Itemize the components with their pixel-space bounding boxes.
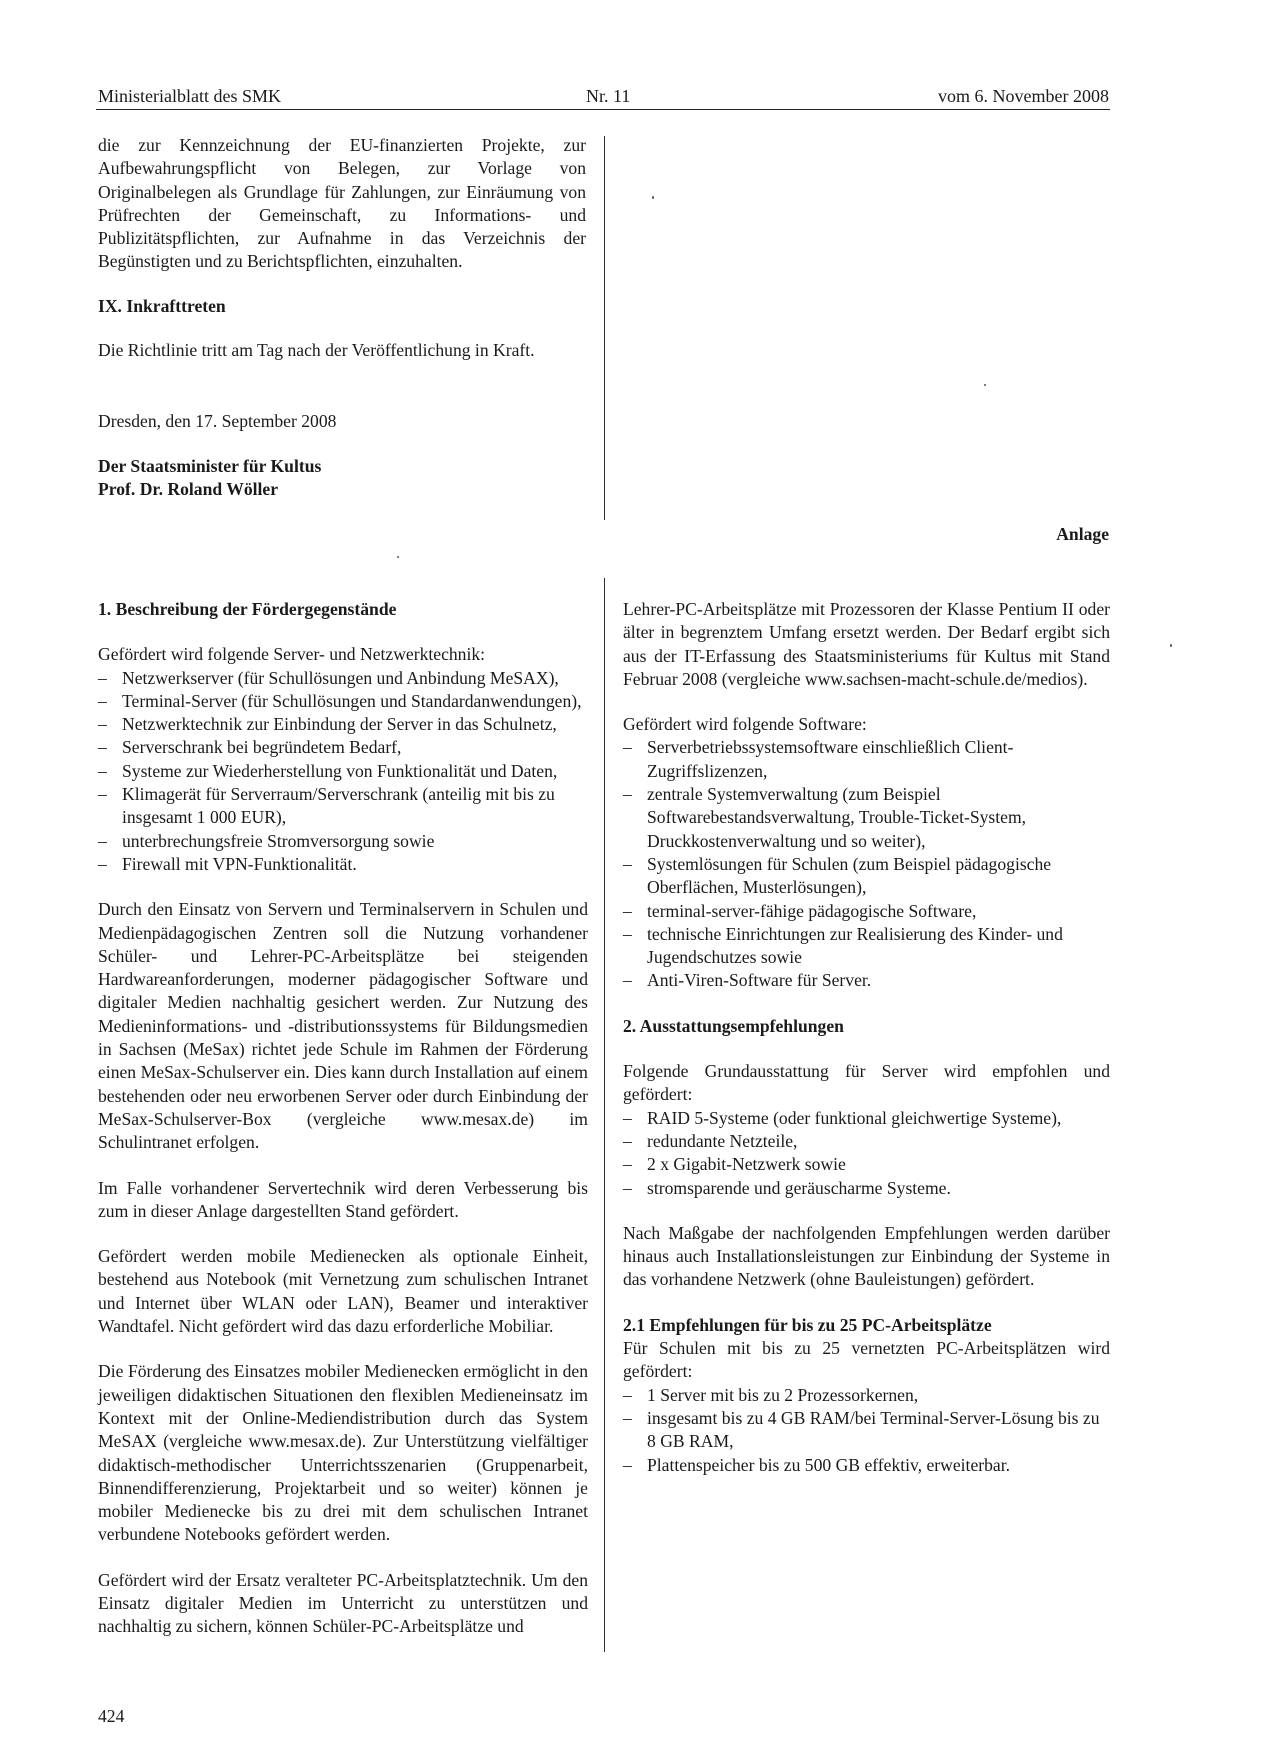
heading-ausstattungsempfehlungen: 2. Ausstattungsempfehlungen	[623, 1015, 844, 1036]
list-item: – insgesamt bis zu 4 GB RAM/bei Terminal-Server-Lösung bis zu 8 GB RAM,	[623, 1407, 1110, 1454]
list-item: – Serverschrank bei begründetem Bedarf,	[98, 736, 588, 759]
list-item: – RAID 5-Systeme (oder funktional gleichwertige Systeme),	[623, 1107, 1110, 1130]
scan-speck	[652, 196, 654, 199]
paragraph-servertechnik: Im Falle vorhandener Servertechnik wird deren Verbesserung bis zum in dieser Anlage dargestellten Stand gefördert.	[98, 1177, 588, 1221]
heading-empfehlungen-25: 2.1 Empfehlungen für bis zu 25 PC-Arbeitsplätze	[623, 1314, 992, 1335]
empfehlungen-25-list	[623, 1384, 1110, 1477]
scan-speck	[984, 384, 986, 386]
list-item: – 1 Server mit bis zu 2 Prozessorkernen,	[623, 1384, 1110, 1407]
intro-25-arbeitsplaetze: Für Schulen mit bis zu 25 vernetzten PC-Arbeitsplätzen wird gefördert:	[623, 1338, 1110, 1382]
list-item: – Klimagerät für Serverraum/Serverschrank (anteilig mit bis zu insgesamt 1 000 EUR),	[98, 783, 588, 830]
grundausstattung-list	[623, 1107, 1110, 1200]
section-heading-inkrafttreten: IX. Inkrafttreten	[98, 295, 226, 316]
intro-software: Gefördert wird folgende Software:	[623, 714, 867, 735]
list-item: – terminal-server-fähige pädagogische Software,	[623, 900, 1110, 923]
header-issue-number: Nr. 11	[586, 86, 631, 106]
list-item: – unterbrechungsfreie Stromversorgung sowie	[98, 830, 588, 853]
list-item: – Anti-Viren-Software für Server.	[623, 969, 1110, 992]
page-number: 424	[98, 1706, 125, 1726]
top-left-block	[98, 134, 586, 501]
server-technik-list	[98, 667, 588, 877]
heading-foerdergegenstaende: 1. Beschreibung der Fördergegenstände	[98, 599, 397, 619]
column-divider-bottom	[604, 578, 605, 1652]
software-list	[623, 736, 1110, 992]
signer-title: Der Staatsminister für Kultus	[98, 455, 322, 476]
header-date: vom 6. November 2008	[938, 86, 1109, 106]
header-publication: Ministerialblatt des SMK	[98, 86, 281, 106]
list-item: – Systemlösungen für Schulen (zum Beispiel pädagogische Oberflächen, Musterlösungen),	[623, 853, 1110, 900]
header-rule	[96, 109, 1110, 110]
paragraph-server-einsatz: Durch den Einsatz von Servern und Terminalservern in Schulen und Medienpädagogischen Zentren soll die Nutzung vorhandener Schüler- und Lehrer-PC-Arbeitsplätze bei steigenden Hardwareanforderungen, moderner pädagogischer Software und digitaler Medien nachhaltig gesichert werden. Zur Nutzung des Medieninformations- und -distributionssystems für Bildungsmedien in Sachsen (MeSax) richtet jede Schule im Rahmen der Förderung einen MeSax-Schulserver ein. Dies kann durch Installation auf einem bestehenden oder neu erworbenen Server oder durch Einbindung der MeSax-Schulserver-Box (vergleiche www.mesax.de) im Schulintranet erfolgen.	[98, 899, 588, 1153]
paragraph-pc-ersatz-fortsetzung: Lehrer-PC-Arbeitsplätze mit Prozessoren der Klasse Pentium II oder älter in begrenztem Umfang ersetzt werden. Der Bedarf ergibt sich aus der IT-Erfassung des Staatsministeriums für Kultus mit Stand Februar 2008 (vergleiche www.sachsen-macht-schule.de/medios).	[623, 599, 1110, 689]
intro-grundausstattung: Folgende Grundausstattung für Server wird empfohlen und gefördert:	[623, 1061, 1110, 1105]
paragraph-ersatz-pc: Gefördert wird der Ersatz veralteter PC-Arbeitsplatztechnik. Um den Einsatz digitaler Medien im Unterricht zu unterstützen und nachhaltig zu sichern, können Schüler-PC-Arbeitsplätze und	[98, 1569, 588, 1637]
left-column	[98, 598, 588, 1661]
list-item: – Systeme zur Wiederherstellung von Funktionalität und Daten,	[98, 760, 588, 783]
list-item: – 2 x Gigabit-Netzwerk sowie	[623, 1153, 1110, 1176]
list-item: – Terminal-Server (für Schullösungen und Standardanwendungen),	[98, 690, 588, 713]
paragraph-foerderung-medienecken: Die Förderung des Einsatzes mobiler Medienecken ermöglicht in den jeweiligen didaktischen Situationen den flexiblen Medieneinsatz im Kontext mit der Online-Mediendistribution durch das System MeSAX (vergleiche www.mesax.de). Zur Unterstützung vielfältiger didaktisch-methodischer Unterrichtsszenarien (Gruppenarbeit, Binnendifferenzierung, Projektarbeit und so weiter) können je mobiler Medienecke bis zu drei mit dem schulischen Intranet verbundene Notebooks gefördert werden.	[98, 1361, 588, 1545]
list-item: – Netzwerktechnik zur Einbindung der Server in das Schulnetz,	[98, 713, 588, 736]
section-text-inkrafttreten: Die Richtlinie tritt am Tag nach der Veröffentlichung in Kraft.	[98, 340, 535, 361]
column-divider-top	[604, 136, 605, 520]
list-item: – technische Einrichtungen zur Realisierung des Kinder- und Jugendschutzes sowie	[623, 923, 1110, 970]
closing-paragraph: die zur Kennzeichnung der EU-finanzierten Projekte, zur Aufbewahrungspflicht von Belegen, zur Vorlage von Originalbelegen als Grundlage für Zahlungen, zur Einräumung von Prüfrechten der Gemeinschaft, zu Informations- und Publizitätspflichten, zur Aufnahme in das Verzeichnis der Begünstigten und zu Berichtspflichten, einzuhalten.	[98, 135, 586, 272]
list-item: – Firewall mit VPN-Funktionalität.	[98, 853, 588, 876]
annex-label: Anlage	[1056, 524, 1109, 544]
right-column	[623, 598, 1110, 1499]
place-and-date: Dresden, den 17. September 2008	[98, 411, 337, 432]
list-item: – Serverbetriebssystemsoftware einschließlich Client-Zugriffslizenzen,	[623, 736, 1110, 783]
list-item: – Netzwerkserver (für Schullösungen und Anbindung MeSAX),	[98, 667, 588, 690]
paragraph-medienecken: Gefördert werden mobile Medienecken als optionale Einheit, bestehend aus Notebook (mit Vernetzung zum schulischen Intranet und Internet über WLAN oder LAN), Beamer und interaktiver Wandtafel. Nicht gefördert wird das dazu erforderliche Mobiliar.	[98, 1246, 588, 1337]
list-item: – zentrale Systemverwaltung (zum Beispiel Softwarebestandsverwaltung, Trouble-Ticket-System, Druckkostenverwaltung und so weiter),	[623, 783, 1110, 853]
scan-speck	[397, 556, 399, 558]
list-item: – redundante Netzteile,	[623, 1130, 1110, 1153]
paragraph-installationsleistungen: Nach Maßgabe der nachfolgenden Empfehlungen werden darüber hinaus auch Installationsleistungen zur Einbindung der Systeme in das vorhandene Netzwerk (ohne Bauleistungen) gefördert.	[623, 1222, 1110, 1290]
list-item: – Plattenspeicher bis zu 500 GB effektiv, erweiterbar.	[623, 1454, 1110, 1477]
scan-speck	[1170, 644, 1172, 647]
signer-name: Prof. Dr. Roland Wöller	[98, 478, 279, 499]
intro-server-technik: Gefördert wird folgende Server- und Netzwerktechnik:	[98, 644, 486, 665]
list-item: – stromsparende und geräuscharme Systeme.	[623, 1177, 1110, 1200]
